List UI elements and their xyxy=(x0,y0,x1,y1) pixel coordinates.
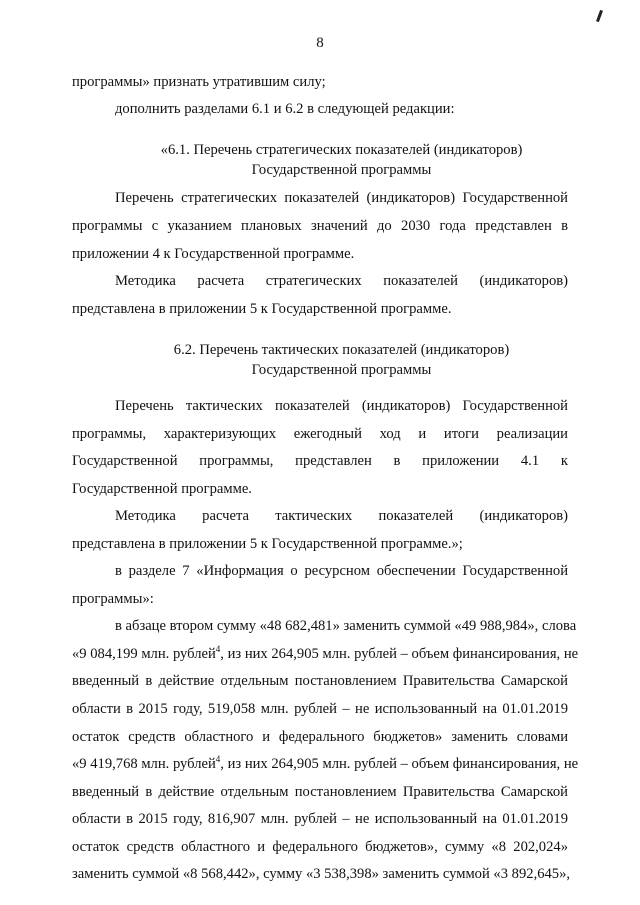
text-line: программы»: xyxy=(72,591,154,607)
text-line: остаток средств областного и федерального бюджетов», сумму «8 202,024» xyxy=(72,839,568,855)
text-line: «9 419,768 млн. рублей$^4$, из них 264,905 млн. рублей – объем финансирования, не xyxy=(72,754,579,772)
text-line: дополнить разделами 6.1 и 6.2 в следующей редакции: xyxy=(115,101,455,117)
text-line: «9 084,199 млн. рублей$^4$, из них 264,905 млн. рублей – объем финансирования, не xyxy=(72,644,579,662)
text-line: в абзаце втором сумму «48 682,481» заменить суммой «49 988,984», слова xyxy=(115,618,577,634)
scan-mark xyxy=(596,10,603,22)
footnote-ref: 4 xyxy=(215,644,221,655)
text-line: программы с указанием плановых значений до 2030 года представлен в xyxy=(72,218,568,234)
section-heading-6-1: «6.1. Перечень стратегических показателей (индикаторов) xyxy=(160,142,523,158)
section-heading-6-2-line2: Государственной программы xyxy=(251,362,432,378)
footnote-ref: 4 xyxy=(215,754,221,765)
text-line: остаток средств областного и федерального бюджетов» заменить словами xyxy=(72,729,568,745)
text-line: введенный в действие отдельным постановлением Правительства Самарской xyxy=(72,673,568,689)
text-line: представлена в приложении 5 к Государственной программе.»; xyxy=(72,536,463,552)
text-line: введенный в действие отдельным постановлением Правительства Самарской xyxy=(72,784,568,800)
section-heading-6-2: 6.2. Перечень тактических показателей (индикаторов) xyxy=(173,342,510,358)
text-line: представлена в приложении 5 к Государственной программе. xyxy=(72,301,452,317)
text-line: заменить суммой «8 568,442», сумму «3 538,398» заменить суммой «3 892,645», xyxy=(72,866,571,882)
text-line: Государственной программы, представлен в приложении 4.1 к xyxy=(72,453,568,469)
text-line: Государственной программе. xyxy=(72,481,252,497)
text-line: программы, характеризующих ежегодный ход и итоги реализации xyxy=(72,426,568,442)
text-line: в разделе 7 «Информация о ресурсном обеспечении Государственной xyxy=(115,563,568,579)
text-line: области в 2015 году, 816,907 млн. рублей – не использованный на 01.01.2019 xyxy=(72,811,568,827)
page-number: 8 xyxy=(316,35,324,51)
text-line: приложении 4 к Государственной программе. xyxy=(72,246,355,262)
text-line: программы» признать утратившим силу; xyxy=(72,74,326,90)
text-line: области в 2015 году, 519,058 млн. рублей – не использованный на 01.01.2019 xyxy=(72,701,568,717)
section-heading-6-1-line2: Государственной программы xyxy=(251,162,432,178)
text-line: Перечень стратегических показателей (индикаторов) Государственной xyxy=(115,190,568,206)
text-line: Методика расчета тактических показателей (индикаторов) xyxy=(115,508,568,524)
text-line: Перечень тактических показателей (индикаторов) Государственной xyxy=(115,398,568,414)
text-line: Методика расчета стратегических показателей (индикаторов) xyxy=(115,273,568,289)
